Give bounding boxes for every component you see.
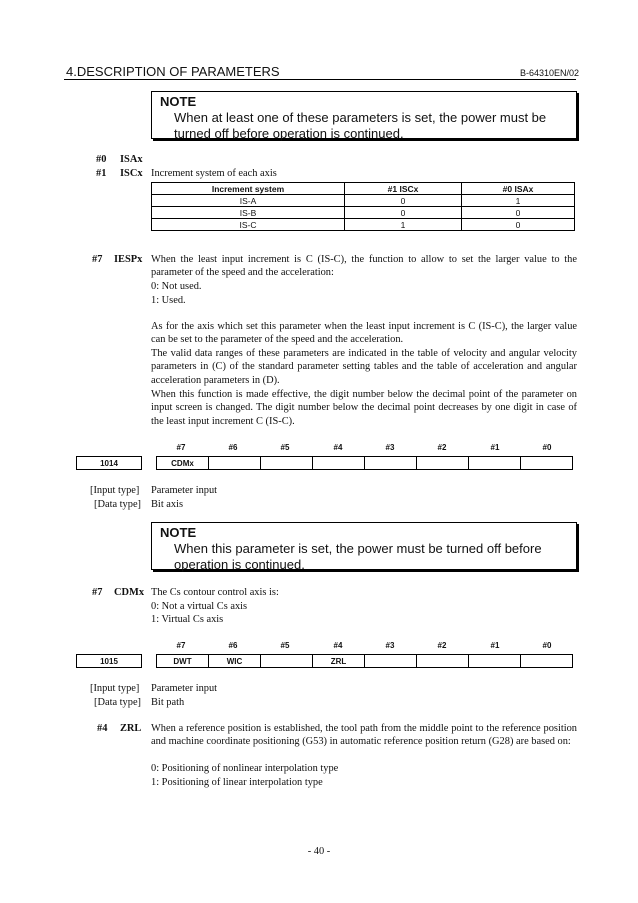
- param-description: When the least input increment is C (IS-C), the function to allow to set the larger value to the parameter of the speed and the acceleration:: [151, 254, 577, 279]
- bit-label: #1: [490, 443, 500, 452]
- parameter-1015-bit-table: [76, 654, 573, 668]
- param-description: The Cs contour control axis is:: [151, 587, 279, 598]
- section-title: 4.DESCRIPTION OF PARAMETERS: [66, 64, 280, 79]
- option-1: 1: Virtual Cs axis: [151, 614, 224, 625]
- input-type-label: [Input type]: [90, 683, 140, 694]
- table-cell: 0: [462, 219, 575, 231]
- increment-system-table: [151, 182, 575, 231]
- option-0: 0: Positioning of nonlinear interpolation type: [151, 763, 339, 774]
- bit-header-row: [0, 443, 638, 455]
- bit-label: #3: [385, 443, 395, 452]
- bit-cell: [417, 655, 469, 668]
- param-bit-name: IESPx: [114, 254, 143, 265]
- param-paragraph: The valid data ranges of these parameters are indicated in the table of velocity and angular velocity parameters in (C) of the standard parameter setting tables and the table of acceleration and angular acceleration parameters in (D).: [151, 348, 577, 386]
- bit-cell: [365, 655, 417, 668]
- table-cell: 0: [345, 207, 462, 219]
- table-row: [152, 195, 575, 207]
- parameter-number: 1014: [77, 457, 142, 470]
- param-description: Increment system of each axis: [151, 168, 277, 179]
- bit-cell: [365, 457, 417, 470]
- data-type-label: [Data type]: [94, 697, 142, 708]
- param-bit-name: ISAx: [120, 154, 143, 165]
- parameter-1014-bit-table: [76, 456, 573, 470]
- bit-cell: [417, 457, 469, 470]
- param-bit-number: #7: [92, 254, 103, 265]
- param-bit-number: #4: [97, 723, 108, 734]
- param-bit-number: #7: [92, 587, 103, 598]
- header-rule: [64, 79, 576, 80]
- param-paragraph: When this function is made effective, the digit number below the decimal point of the parameter on input screen is changed. The digit number below the decimal point decreases by one digit in case of the least input increment C (IS-C).: [151, 389, 577, 427]
- table-row: [152, 207, 575, 219]
- param-bit-name: ISCx: [120, 168, 143, 179]
- param-description: When a reference position is established, the tool path from the middle point to the reference position and machine coordinate positioning (G53) in automatic reference position return (G28) are based on:: [151, 723, 577, 748]
- bit-label: #2: [437, 641, 447, 650]
- page-number: - 40 -: [307, 846, 331, 857]
- input-type-label: [Input type]: [90, 485, 140, 496]
- bit-label: #0: [542, 443, 552, 452]
- bit-cell: [521, 457, 573, 470]
- table-cell: IS-B: [152, 207, 345, 219]
- bit-label: #4: [333, 641, 343, 650]
- param-bit-name: ZRL: [120, 723, 142, 734]
- bit-label: #2: [437, 443, 447, 452]
- bit-cell: [209, 457, 261, 470]
- option-1: 1: Positioning of linear interpolation type: [151, 777, 323, 788]
- bit-label: #3: [385, 641, 395, 650]
- table-cell: IS-C: [152, 219, 345, 231]
- param-bit-number: #1: [96, 168, 107, 179]
- table-cell: 1: [462, 195, 575, 207]
- table-row: [152, 219, 575, 231]
- note-title: NOTE: [160, 525, 197, 540]
- bit-cell: ZRL: [313, 655, 365, 668]
- bit-label: #0: [542, 641, 552, 650]
- bit-label: #1: [490, 641, 500, 650]
- bit-label: #7: [176, 443, 186, 452]
- note-text-line-2: turned off before operation is continued.: [174, 126, 404, 141]
- bit-label: #7: [176, 641, 186, 650]
- table-cell: IS-A: [152, 195, 345, 207]
- table-header: #1 ISCx: [345, 183, 462, 195]
- input-type-value: Parameter input: [151, 485, 218, 496]
- table-header: #0 ISAx: [462, 183, 575, 195]
- note-box: [151, 91, 577, 139]
- note-text-line-2: operation is continued.: [174, 557, 305, 572]
- document-code: B-64310EN/02: [520, 68, 580, 78]
- bit-cell: CDMx: [157, 457, 209, 470]
- table-cell: 1: [345, 219, 462, 231]
- bit-cell: [313, 457, 365, 470]
- bit-label: #6: [228, 641, 238, 650]
- data-type-value: Bit axis: [151, 499, 184, 510]
- bit-label: #4: [333, 443, 343, 452]
- table-row: [77, 457, 573, 470]
- bit-label: #6: [228, 443, 238, 452]
- table-cell: 0: [462, 207, 575, 219]
- note-box: [151, 522, 577, 570]
- parameter-number: 1015: [77, 655, 142, 668]
- data-type-label: [Data type]: [94, 499, 142, 510]
- bit-cell: [469, 655, 521, 668]
- table-row: [77, 655, 573, 668]
- bit-label: #5: [280, 443, 290, 452]
- bit-cell: DWT: [157, 655, 209, 668]
- bit-cell: [261, 655, 313, 668]
- data-type-value: Bit path: [151, 697, 185, 708]
- option-1: 1: Used.: [151, 295, 186, 306]
- option-0: 0: Not a virtual Cs axis: [151, 601, 248, 612]
- bit-cell: [521, 655, 573, 668]
- table-header: Increment system: [152, 183, 345, 195]
- table-cell: 0: [345, 195, 462, 207]
- bit-header-row: [0, 641, 638, 653]
- param-paragraph: As for the axis which set this parameter when the least input increment is C (IS-C), the larger value can be set to the parameter of the speed and the acceleration.: [151, 321, 577, 346]
- option-0: 0: Not used.: [151, 281, 202, 292]
- bit-cell: [261, 457, 313, 470]
- note-text-line-1: When at least one of these parameters is set, the power must be: [174, 110, 547, 125]
- note-text-line-1: When this parameter is set, the power must be turned off before: [174, 541, 542, 556]
- note-title: NOTE: [160, 94, 197, 109]
- param-bit-name: CDMx: [114, 587, 145, 598]
- bit-cell: [469, 457, 521, 470]
- bit-cell: WIC: [209, 655, 261, 668]
- input-type-value: Parameter input: [151, 683, 218, 694]
- param-bit-number: #0: [96, 154, 107, 165]
- bit-label: #5: [280, 641, 290, 650]
